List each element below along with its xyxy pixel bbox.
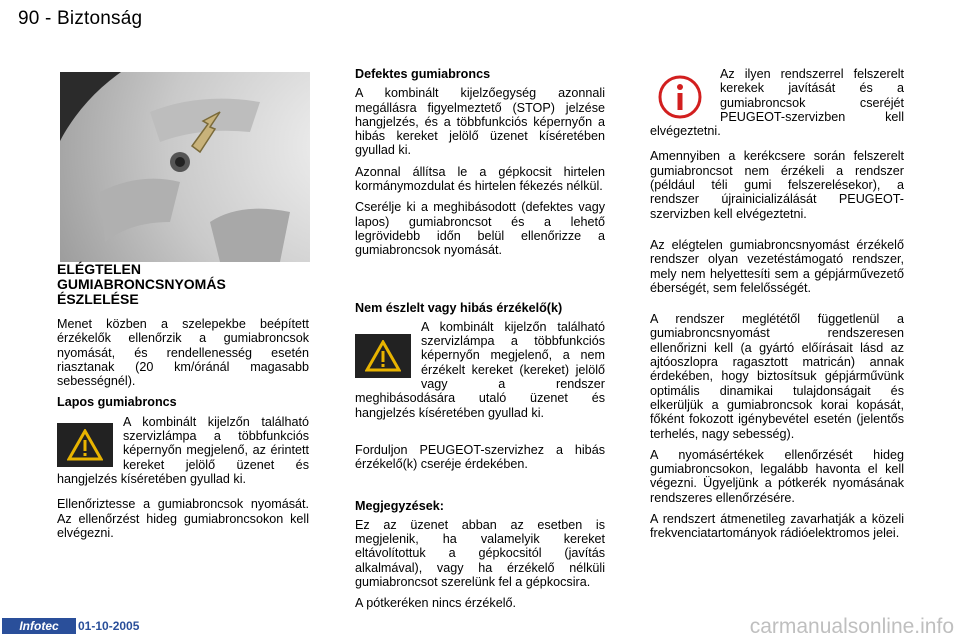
- footer-date: 01-10-2005: [78, 619, 140, 633]
- defect-heading: Defektes gumiabroncs: [355, 67, 491, 81]
- flat-tire-warning-block: [57, 415, 309, 493]
- info-block: [650, 67, 904, 145]
- warning-triangle-icon: [57, 423, 113, 467]
- notes-heading: Megjegyzések:: [355, 498, 444, 513]
- column-left: [57, 262, 309, 547]
- sensor-after-text: Forduljon PEUGEOT-szervizhez a hibás érzékelő(k) cseréje érdekében.: [355, 442, 605, 472]
- section-title: Biztonság: [57, 8, 143, 29]
- right-paragraph-2: Az elégtelen gumiabroncsnyomást érzékelő rendszer olyan vezetéstámogató rendszer, mely nem helyettesíti sem a gépjárművezető éberségét, sem felelősségét.: [650, 237, 904, 295]
- warning-triangle-icon: [355, 334, 411, 378]
- intro-paragraph: Menet közben a szelepekbe beépített érzékelők ellenőrzik a gumiabroncsok nyomását, és rendellenesség esetén riasztanak (20 km/óránál magasabb sebességnél).: [57, 317, 309, 389]
- info-text: Az ilyen rendszerrel felszerelt kerekek javítását és a gumiabroncsok cseréjét PEUGEOT-szervizben kell elvégeztetni.: [650, 67, 904, 139]
- wheel-illustration: [60, 72, 310, 262]
- sensor-heading: Nem észlelt vagy hibás érzékelő(k): [355, 300, 563, 315]
- sensor-warning-block: [355, 320, 605, 427]
- flat-tire-after-text: Ellenőriztesse a gumiabroncsok nyomását. Az ellenőrzést hideg gumiabroncsokon kell elvégezni.: [57, 497, 309, 540]
- right-paragraph-1: Amennyiben a kerékcsere során felszerelt gumiabroncsot nem érzékeli a rendszer (például téli gumi felszerelésekor), a rendszer újrainicializálását PEUGEOT-szervizben kell elvégeztetni.: [650, 149, 904, 221]
- tire-valve-photo: [60, 72, 310, 262]
- infotec-logo: Infotec: [2, 618, 76, 634]
- column-middle: [355, 67, 605, 618]
- column-right: [650, 67, 904, 548]
- notes-paragraph-1: Ez az üzenet abban az esetben is megjelenik, ha valamelyik kereket eltávolítottuk a gépkocsitól (javítás alkalmával), vagy ha érzékelő nélküli gumiabroncsot szerelünk fel a gépkocsira.: [355, 517, 605, 590]
- sensor-warning-text: A kombinált kijelzőn található szervizlámpa a többfunkciós képernyőn megjelenő, a nem érzékelt kereket (kereket) jelölő vagy a rendszer meghibásodására utaló üzenet és hangjelzés kíséretében gyullad ki.: [355, 319, 605, 420]
- info-icon: [650, 73, 710, 121]
- page-header: [18, 8, 142, 30]
- defect-paragraph-2: Azonnal állítsa le a gépkocsit hirtelen kormánymozdulat és hirtelen fékezés nélkül.: [355, 164, 605, 194]
- section-heading: ELÉGTELEN GUMIABRONCSNYOMÁS ÉSZLELÉSE: [57, 261, 226, 307]
- header-separator: -: [45, 8, 52, 29]
- defect-paragraph-3: Cserélje ki a meghibásodott (defektes vagy lapos) gumiabroncsot és a lehető legrövidebb időn belül ellenőrizze a gumiabroncsok nyomását.: [355, 200, 605, 258]
- right-paragraph-4: A nyomásértékek ellenőrzését hideg gumiabroncsokon, legalább havonta el kell végezni. Ügyeljünk a pótkerék nyomásának rendszeres ellenőrzésére.: [650, 447, 904, 505]
- page-number: 90: [18, 8, 40, 29]
- defect-paragraph-1: A kombinált kijelzőegység azonnali megállásra figyelmeztető (STOP) jelzése hangjelzés, és a többfunkciós képernyőn a hibás kereket jelölő üzenet kíséretében gyullad ki.: [355, 86, 605, 158]
- flat-tire-heading: Lapos gumiabroncs: [57, 395, 177, 410]
- right-paragraph-5: A rendszert átmenetileg zavarhatják a közeli frekvenciatartományok rádióelektromos jelei.: [650, 512, 904, 541]
- flat-tire-warning-text: A kombinált kijelzőn található szervizlámpa a többfunkciós képernyőn megjelenő, az érintett kereket jelölő üzenet és hangjelzés kíséretében gyullad ki.: [57, 414, 309, 486]
- right-paragraph-3: A rendszer meglététől függetlenül a gumiabroncsnyomást rendszeresen ellenőrizni kell (a gyártó előírásait lásd az ajtóoszlopra ragasztott matricán) annak érdekében, hogy biztosítsuk gépjárművünk optimális dinamikai tulajdonságait és elkerüljük a gumiabroncsok korai kopását, főként fokozott igénybevétel esetén (jelentős terhelés, nagy sebesség).: [650, 312, 904, 441]
- notes-paragraph-2: A pótkeréken nincs érzékelő.: [355, 596, 517, 611]
- watermark: carmanualsonline.info: [749, 615, 954, 638]
